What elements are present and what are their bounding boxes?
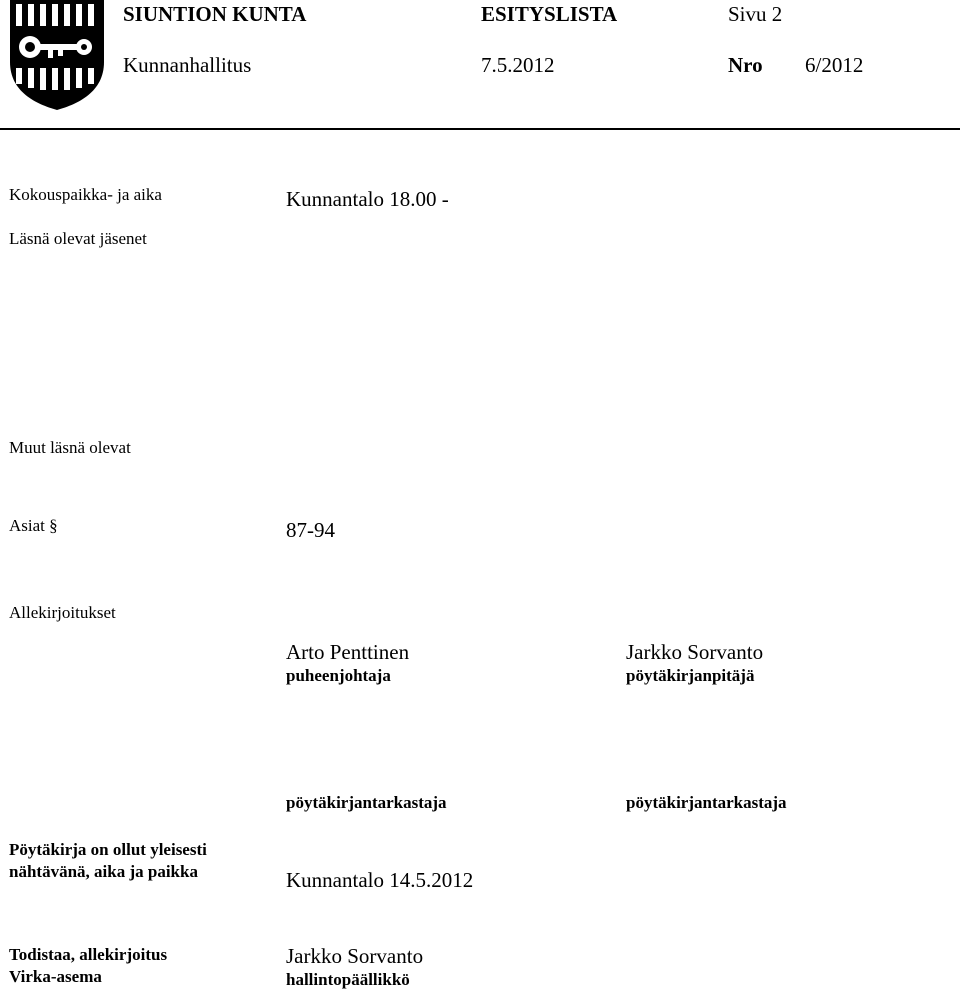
items-label-text: Asiat <box>9 516 45 535</box>
items-label <box>9 516 58 536</box>
certification-label-line1: Todistaa, allekirjoitus <box>9 945 168 964</box>
members-present-label: Läsnä olevat jäsenet <box>9 229 147 248</box>
minutes-checker-2-role: pöytäkirjantarkastaja <box>626 793 787 812</box>
municipality-crest-logo <box>8 0 106 110</box>
certification-label-line2: Virka-asema <box>9 967 102 986</box>
chair-role: puheenjohtaja <box>286 666 391 685</box>
secretary-name: Jarkko Sorvanto <box>626 640 764 664</box>
secretary-role: pöytäkirjanpitäjä <box>626 666 755 685</box>
nro-label: Nro <box>728 53 763 77</box>
minutes-checker-1-role: pöytäkirjantarkastaja <box>286 793 447 812</box>
place-time-label: Kokouspaikka- ja aika <box>9 185 162 204</box>
public-display-label-line1: Pöytäkirja on ollut yleisesti <box>9 840 207 859</box>
nro-value: 6/2012 <box>805 53 864 77</box>
public-display-label-line2: nähtävänä, aika ja paikka <box>9 862 198 881</box>
certifier-name: Jarkko Sorvanto <box>286 944 424 968</box>
signatures-label: Allekirjoitukset <box>9 603 116 622</box>
document-type: ESITYSLISTA <box>481 2 618 26</box>
governing-body: Kunnanhallitus <box>123 53 252 77</box>
municipality-name: SIUNTION KUNTA <box>123 2 307 26</box>
page-number: Sivu 2 <box>728 2 783 26</box>
header-divider <box>0 128 960 130</box>
section-symbol: § <box>49 516 58 535</box>
items-range: 87-94 <box>286 518 335 542</box>
chair-name: Arto Penttinen <box>286 640 410 664</box>
meeting-date: 7.5.2012 <box>481 53 555 77</box>
place-time-value: Kunnantalo 18.00 - <box>286 187 449 211</box>
others-present-label: Muut läsnä olevat <box>9 438 131 457</box>
certifier-title: hallintopäällikkö <box>286 970 410 989</box>
public-display-value: Kunnantalo 14.5.2012 <box>286 868 474 892</box>
